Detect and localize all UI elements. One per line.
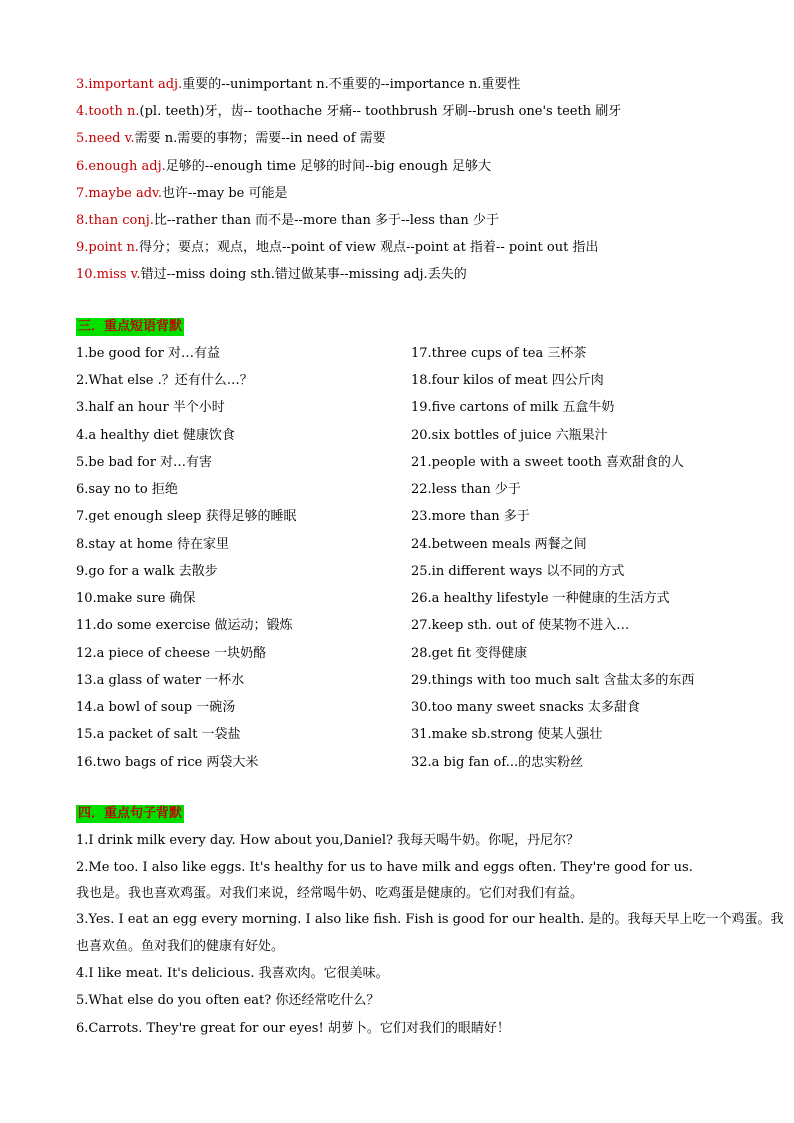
vocab-line: [76, 130, 386, 148]
sentence-line: 4.I like meat. It's delicious. 我喜欢肉。它很美味。: [76, 966, 389, 981]
phrase-item: 23.more than 多于: [411, 509, 530, 524]
vocab-term: 7.maybe adv.: [76, 186, 162, 201]
vocab-rest: 得分；要点；观点，地点--point of view 观点--point at 指着-- point out 指出: [138, 240, 599, 255]
phrase-item: 4.a healthy diet 健康饮食: [76, 428, 235, 443]
vocab-term: 8.than conj.: [76, 213, 154, 228]
phrase-item: 22.less than 少于: [411, 482, 521, 497]
phrase-item: 28.get fit 变得健康: [411, 646, 528, 661]
phrase-item: 16.two bags of rice 两袋大米: [76, 755, 259, 770]
vocab-term: 4.tooth n.: [76, 104, 140, 119]
vocab-rest: 比--rather than 而不是--more than 多于--less than 少于: [153, 213, 499, 228]
phrase-item: 7.get enough sleep 获得足够的睡眠: [76, 509, 297, 524]
phrase-item: 27.keep sth. out of 使某物不进入…: [411, 618, 630, 633]
vocab-term: 3.important adj.: [76, 77, 183, 92]
vocab-line: [76, 266, 467, 284]
phrase-item: 26.a healthy lifestyle 一种健康的生活方式: [411, 591, 670, 606]
phrase-item: 3.half an hour 半个小时: [76, 400, 225, 415]
vocab-term: 9.point n.: [76, 240, 139, 255]
phrase-item: 25.in different ways 以不同的方式: [411, 564, 625, 579]
phrase-item: 5.be bad for 对…有害: [76, 455, 213, 470]
phrase-item: 10.make sure 确保: [76, 591, 196, 606]
vocab-rest: 重要的--unimportant n.不重要的--importance n.重要性: [182, 77, 521, 92]
phrase-item: 14.a bowl of soup 一碗汤: [76, 700, 236, 715]
phrase-item: 18.four kilos of meat 四公斤肉: [411, 373, 604, 388]
vocab-rest: 需要 n.需要的事物；需要--in need of 需要: [134, 131, 386, 146]
sentence-line: 5.What else do you often eat? 你还经常吃什么？: [76, 993, 380, 1008]
phrase-item: 30.too many sweet snacks 太多甜食: [411, 700, 640, 715]
section-heading-sentences: 四．重点句子背默: [78, 806, 183, 821]
vocab-line: [76, 158, 491, 176]
phrase-item: 19.five cartons of milk 五盒牛奶: [411, 400, 615, 415]
phrase-item: 24.between meals 两餐之间: [411, 537, 587, 552]
phrase-item: 31.make sb.strong 使某人强壮: [411, 727, 603, 742]
phrase-item: 12.a piece of cheese 一块奶酪: [76, 646, 267, 661]
sentence-line: 也喜欢鱼。鱼对我们的健康有好处。: [76, 939, 285, 954]
vocab-rest: 也许--may be 可能是: [161, 186, 288, 201]
vocab-line: [76, 185, 287, 203]
vocab-line: [76, 103, 621, 121]
sentence-line: 3.Yes. I eat an egg every morning. I also like fish. Fish is good for our health. 是的。我每天早上吃一个鸡蛋。我: [76, 912, 784, 927]
phrase-item: 1.be good for 对…有益: [76, 346, 220, 361]
vocab-rest: (pl. teeth)牙，齿-- toothache 牙痛-- toothbrush 牙刷--brush one's teeth 刷牙: [139, 104, 622, 119]
phrase-item: 13.a glass of water 一杯水: [76, 673, 245, 688]
phrase-item: 29.things with too much salt 含盐太多的东西: [411, 673, 695, 688]
sentence-line: 6.Carrots. They're great for our eyes! 胡萝卜。它们对我们的眼睛好！: [76, 1021, 510, 1036]
phrase-item: 6.say no to 拒绝: [76, 482, 178, 497]
phrase-item: 2.What else .？还有什么…？: [76, 373, 253, 388]
phrase-item: 17.three cups of tea 三杯茶: [411, 346, 587, 361]
vocab-term: 10.miss v.: [76, 267, 141, 282]
vocab-line: [76, 239, 598, 257]
phrase-item: 21.people with a sweet tooth 喜欢甜食的人: [411, 455, 684, 470]
phrase-item: 8.stay at home 待在家里: [76, 537, 229, 552]
sentence-line: 我也是。我也喜欢鸡蛋。对我们来说，经常喝牛奶、吃鸡蛋是健康的。它们对我们有益。: [76, 886, 584, 901]
vocab-rest: 错过--miss doing sth.错过做某事--missing adj.丢失的: [140, 267, 467, 282]
vocab-rest: 足够的--enough time 足够的时间--big enough 足够大: [165, 159, 491, 174]
phrase-item: 20.six bottles of juice 六瓶果汁: [411, 428, 608, 443]
vocab-term: 6.enough adj.: [76, 159, 166, 174]
phrase-item: 11.do some exercise 做运动；锻炼: [76, 618, 293, 633]
vocab-term: 5.need v.: [76, 131, 135, 146]
vocab-line: [76, 212, 499, 230]
phrase-item: 9.go for a walk 去散步: [76, 564, 218, 579]
vocab-line: [76, 76, 520, 94]
sentence-line: 2.Me too. I also like eggs. It's healthy for us to have milk and eggs often. They're good for us.: [76, 860, 693, 875]
sentence-line: 1.I drink milk every day. How about you,Daniel? 我每天喝牛奶。你呢，丹尼尔？: [76, 833, 580, 848]
phrase-item: 32.a big fan of...的忠实粉丝: [411, 755, 584, 770]
phrase-item: 15.a packet of salt 一袋盐: [76, 727, 241, 742]
section-heading-phrases: 三．重点短语背默: [78, 319, 183, 334]
